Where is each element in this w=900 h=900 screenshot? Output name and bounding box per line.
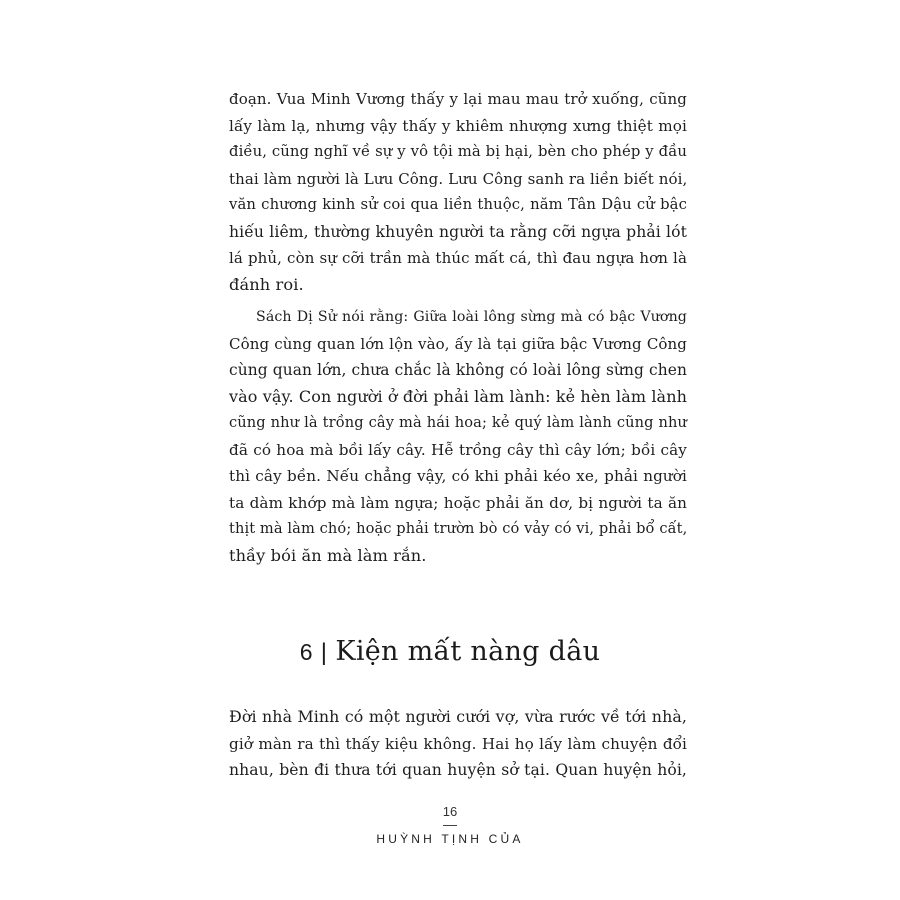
text-line: Sách Dị Sử nói rằng: Giữa loài lông sừng mà có bậc Vương — [256, 309, 687, 325]
chapter-opening-text — [229, 704, 687, 784]
text-line: thai làm người là Lưu Công. Lưu Công sanh ra liền biết nói, — [229, 169, 688, 188]
text-line: vào vậy. Con người ở đời phải làm lành: kẻ hèn làm lành — [229, 386, 687, 406]
text-line: hiếu liêm, thường khuyên người ta rằng cỡi ngựa phải lót — [229, 222, 687, 241]
text-line: thì cây bền. Nếu chẳng vậy, có khi phải kéo xe, phải người — [229, 467, 687, 485]
text-line: nhau, bèn đi thưa tới quan huyện sở tại. Quan huyện hỏi, — [229, 761, 687, 779]
text-line: lá phủ, còn sự cỡi trần mà thúc mất cá, thì đau ngựa hơn là — [229, 249, 687, 267]
text-line: ta dàm khớp mà làm ngựa; hoặc phải ăn dơ, bị người ta ăn — [229, 493, 687, 512]
text-line: thịt mà làm chó; hoặc phải trườn bò có vảy có vi, phải bổ cất, — [229, 520, 688, 537]
text-line: đã có hoa mà bồi lấy cây. Hễ trồng cây thì cây lớn; bồi cây — [229, 440, 687, 459]
text-line: văn chương kinh sử coi qua liền thuộc, năm Tân Dậu cử bậc — [229, 196, 687, 213]
text-line: đánh roi. — [229, 274, 304, 294]
footer-divider — [443, 825, 457, 826]
text-line: cùng quan lớn, chưa chắc là không có loài lông sừng chen — [229, 361, 687, 379]
text-line: điều, cũng nghĩ về sự y vô tội mà bị hại, bèn cho phép y đầu — [229, 143, 687, 160]
text-line: Đời nhà Minh có một người cưới vợ, vừa rước về tới nhà, — [229, 707, 687, 726]
chapter-heading — [0, 636, 900, 667]
text-line: đoạn. Vua Minh Vương thấy y lại mau mau trở xuống, cũng — [229, 90, 687, 108]
text-line: cũng như là trồng cây mà hái hoa; kẻ quý làm lành cũng như — [229, 414, 687, 431]
paragraph — [229, 704, 687, 784]
paragraph — [229, 86, 687, 298]
text-line: Công cùng quan lớn lộn vào, ấy là tại giữa bậc Vương Công — [229, 334, 687, 353]
text-line: giở màn ra thì thấy kiệu không. Hai họ lấy làm chuyện đổi — [229, 734, 687, 753]
text-line: thầy bói ăn mà làm rắn. — [229, 545, 427, 565]
text-line: lấy làm lạ, nhưng vậy thấy y khiêm nhượng xưng thiệt mọi — [229, 116, 687, 135]
page-number: 16 — [442, 804, 458, 819]
author-name: HUỲNH TỊNH CỦA — [376, 832, 524, 846]
previous-story-text — [229, 86, 687, 569]
chapter-number: 6 — [299, 639, 313, 665]
chapter-title: Kiện mất nàng dâu — [335, 636, 601, 667]
chapter-separator: | — [320, 639, 328, 666]
paragraph — [229, 304, 687, 569]
